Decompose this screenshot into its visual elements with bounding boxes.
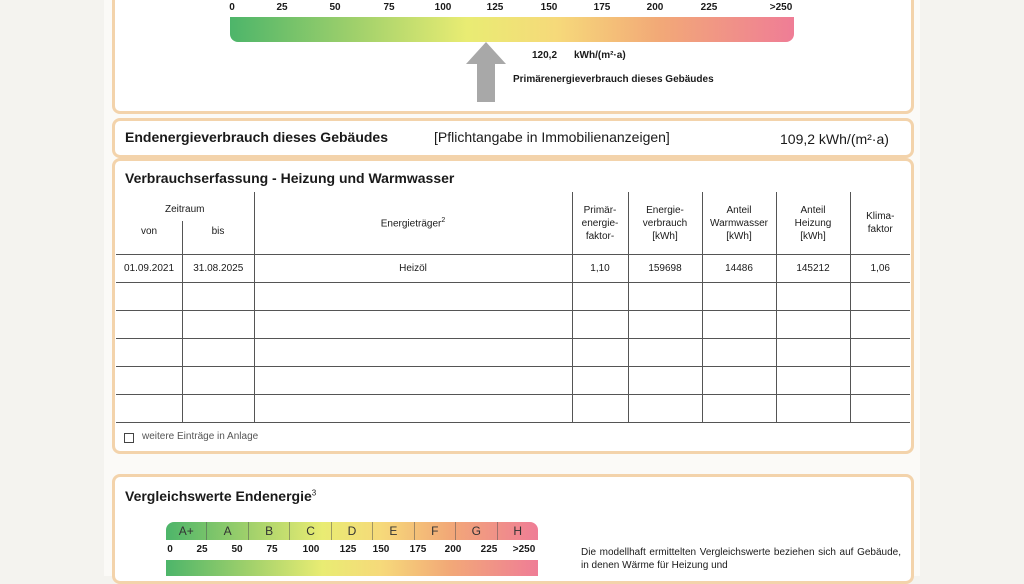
energy-color-scale-bar [230,17,794,42]
cell-heizung [776,311,850,339]
cell-von [116,367,183,394]
tick-label: 25 [196,544,208,555]
weitere-eintraege-checkbox[interactable] [124,433,134,443]
tick-label: 200 [444,544,462,555]
cell-klima: 1,06 [850,255,910,283]
cell-energietraeger [254,339,572,367]
cell-bis [183,367,254,394]
efficiency-class-label: H [513,524,523,538]
cell-zeitraum [116,339,254,367]
cell-verbrauch: 159698 [628,255,702,283]
header-energietraeger-label: Energieträger [380,218,442,230]
cell-verbrauch [628,367,702,395]
efficiency-class-label: A+ [166,522,207,540]
cell-klima [850,367,910,395]
cell-von [116,339,183,366]
tick-label: 225 [700,2,718,13]
header-energieverbrauch: Energie- verbrauch [kWh] [628,192,702,255]
cell-energietraeger [254,311,572,339]
cell-energietraeger [254,367,572,395]
tick-label: 175 [593,2,611,13]
top-scale-tick-labels [0,2,1024,16]
header-energietraeger [254,192,572,255]
comparison-description: Die modellhaft ermittelten Vergleichswerte beziehen sich auf Gebäude, in denen Wärme für Heizung und [581,547,901,571]
tick-label: 75 [266,544,278,555]
cell-heizung [776,367,850,395]
cell-primaer: 1,10 [572,255,628,283]
cell-klima [850,283,910,311]
cell-warmwasser [702,339,776,367]
cell-klima [850,395,910,423]
comparison-title-text: Vergleichswerte Endenergie [125,488,312,504]
cell-zeitraum [116,311,254,339]
efficiency-class-label: E [373,522,414,540]
tick-label: 75 [383,2,395,13]
cell-heizung: 145212 [776,255,850,283]
cell-klima [850,311,910,339]
efficiency-class-label: C [290,522,331,540]
comparison-title [125,488,316,504]
cell-primaer [572,283,628,311]
cell-zeitraum [116,255,254,283]
cell-verbrauch [628,283,702,311]
tick-label: 0 [167,544,173,555]
cell-von: 01.09.2021 [116,255,183,282]
cell-heizung [776,395,850,423]
cell-warmwasser [702,283,776,311]
comparison-lower-bar [166,560,538,576]
efficiency-class-label: A [207,522,248,540]
cell-bis [183,283,254,310]
tick-label: 50 [231,544,243,555]
cell-zeitraum [116,395,254,423]
primary-energy-value: 120,2 [532,50,558,61]
cell-klima [850,339,910,367]
cell-warmwasser: 14486 [702,255,776,283]
table-row [116,311,910,339]
efficiency-class-label: F [415,522,456,540]
efficiency-class-label: G [456,522,497,540]
efficiency-class-label: B [249,522,290,540]
efficiency-class-label: D [332,522,373,540]
cell-heizung [776,283,850,311]
header-zeitraum [116,192,254,255]
primary-energy-label: Primärenergieverbrauch dieses Gebäudes [513,74,714,85]
consumption-table [116,192,910,424]
cell-von [116,283,183,310]
consumption-title: Verbrauchserfassung - Heizung und Warmwasser [125,170,455,186]
tick-label: 150 [540,2,558,13]
tick-label: 50 [329,2,341,13]
table-row [116,367,910,395]
cell-primaer [572,395,628,423]
primary-energy-unit: kWh/(m²·a) [574,50,626,61]
tick-label: 175 [409,544,427,555]
cell-bis: 31.08.2025 [193,263,244,274]
weitere-eintraege-label: weitere Einträge in Anlage [142,431,259,442]
cell-verbrauch [628,339,702,367]
header-von: von [140,226,158,237]
table-header-row [116,192,910,255]
tick-label: >250 [512,544,536,555]
tick-label: 125 [339,544,357,555]
value-arrow-icon [466,42,506,102]
header-energietraeger-footnote: 2 [441,216,446,224]
final-energy-value: 109,2 kWh/(m²·a) [780,131,889,147]
table-row [116,339,910,367]
cell-primaer [572,311,628,339]
cell-zeitraum [116,283,254,311]
cell-bis [183,339,254,366]
table-row [116,395,910,423]
header-anteil-warmwasser: Anteil Warmwasser [kWh] [702,192,776,255]
cell-energietraeger [254,395,572,423]
tick-label: 100 [302,544,320,555]
cell-primaer [572,339,628,367]
tick-label: 225 [480,544,498,555]
cell-verbrauch [628,395,702,423]
efficiency-class-bar [166,522,538,540]
cell-warmwasser [702,395,776,423]
header-zeitraum-label: Zeitraum [165,204,205,215]
final-energy-title: Endenergieverbrauch dieses Gebäudes [125,129,388,145]
header-klimafaktor: Klima- faktor [850,192,910,255]
tick-label: 0 [229,2,235,13]
tick-label: >250 [769,2,793,13]
cell-warmwasser [702,311,776,339]
cell-verbrauch [628,311,702,339]
header-primaerenergiefaktor: Primär- energie- faktor- [572,192,628,255]
comparison-title-footnote: 3 [311,488,317,498]
cell-energietraeger: Heizöl [254,255,572,283]
header-anteil-heizung: Anteil Heizung [kWh] [776,192,850,255]
tick-label: 200 [646,2,664,13]
tick-label: 150 [372,544,390,555]
cell-heizung [776,339,850,367]
cell-warmwasser [702,367,776,395]
tick-label: 100 [434,2,452,13]
cell-primaer [572,367,628,395]
table-row [116,255,910,283]
cell-energietraeger [254,283,572,311]
final-energy-note: [Pflichtangabe in Immobilienanzeigen] [434,129,670,145]
tick-label: 125 [486,2,504,13]
table-row [116,283,910,311]
cell-von [116,395,183,422]
cell-von [116,311,183,338]
cell-bis [183,311,254,338]
tick-label: 25 [276,2,288,13]
header-bis: bis [211,226,225,237]
cell-zeitraum [116,367,254,395]
cell-bis [183,395,254,422]
